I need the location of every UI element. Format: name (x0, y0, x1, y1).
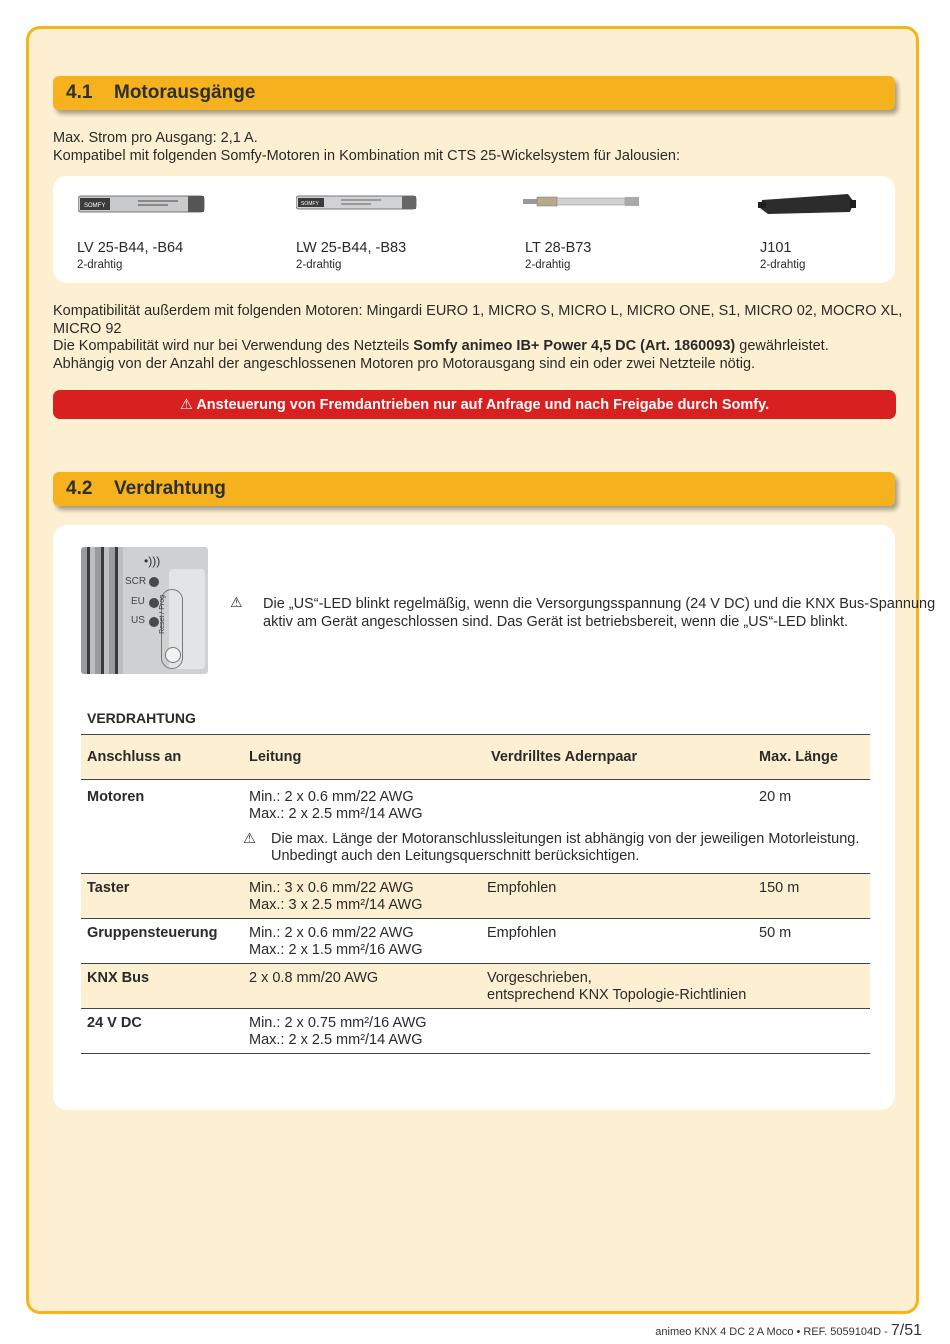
section-header-4-1 (53, 76, 895, 110)
leitung-line: Max.: 3 x 2.5 mm²/14 AWG (249, 897, 423, 913)
leitung-line: Min.: 2 x 0.6 mm/22 AWG (249, 925, 414, 941)
paar-line: Empfohlen (487, 880, 557, 896)
row-leitung (243, 919, 481, 964)
paar-line: Empfohlen (487, 925, 557, 941)
section-header-4-2 (53, 472, 895, 506)
empty-cell (81, 827, 243, 874)
leitung-line: Max.: 2 x 2.5 mm²/14 AWG (249, 806, 423, 822)
led-note-line1: Die „US“-LED blinkt regelmäßig, wenn die Versorgungsspannung (24 V DC) und die KNX Bus-Spannung (263, 596, 936, 612)
motor-wiring: 2-drahtig (77, 259, 123, 271)
led-label: EU (131, 596, 145, 607)
table-header-row (81, 735, 870, 780)
column-header: Anschluss an (81, 735, 243, 780)
led-label: US (131, 615, 145, 626)
row-leitung (243, 874, 481, 919)
reset-label: Reset / Prog (159, 595, 166, 634)
led-us (149, 617, 159, 627)
motor-wiring: 2-drahtig (296, 259, 342, 271)
section-number: 4.1 (66, 82, 93, 103)
led-note-line2: aktiv am Gerät angeschlossen sind. Das Gerät ist betriebsbereit, wenn die „US“-LED blinkt. (263, 614, 849, 630)
motor-name: LW 25-B44, -B83 (296, 240, 407, 256)
table-row (81, 874, 870, 919)
max-current-text: Max. Strom pro Ausgang: 2,1 A. (53, 130, 258, 146)
motor-name: LT 28-B73 (525, 240, 592, 256)
motor-name: LV 25-B44, -B64 (77, 240, 184, 256)
column-header: Verdrilltes Adernpaar (481, 735, 753, 780)
leitung-line: Min.: 2 x 0.75 mm²/16 AWG (249, 1015, 427, 1031)
leitung-line: Max.: 2 x 1.5 mm²/16 AWG (249, 942, 423, 958)
psu-text (53, 337, 829, 355)
row-paar (481, 1009, 753, 1054)
row-leitung (243, 964, 481, 1009)
device-image (81, 547, 208, 674)
page-footer (655, 1322, 922, 1340)
note-line: Unbedingt auch den Leitungsquerschnitt berücksichtigen. (271, 848, 640, 864)
row-name: 24 V DC (81, 1009, 243, 1054)
paar-line: Vorgeschrieben, (487, 970, 592, 986)
row-laenge (753, 964, 870, 1009)
wiring-table (81, 734, 870, 1054)
section-title: Verdrahtung (114, 478, 226, 499)
psu-prefix: Die Kompabilität wird nur bei Verwendung des Netzteils (53, 338, 414, 354)
row-leitung (243, 1009, 481, 1054)
signal-icon: •))) (144, 554, 161, 568)
psu-product: Somfy animeo IB+ Power 4,5 DC (Art. 1860093) (413, 338, 736, 354)
row-paar (481, 780, 753, 828)
footer-doc-ref: animeo KNX 4 DC 2 A Moco • REF. 5059104D - (655, 1326, 888, 1338)
row-laenge (753, 1009, 870, 1054)
row-laenge: 150 m (753, 874, 870, 919)
row-name: Gruppensteuerung (81, 919, 243, 964)
motor-card (53, 176, 895, 283)
row-paar (481, 919, 753, 964)
note-line: Die max. Länge der Motoranschlussleitungen ist abhängig von der jeweiligen Motorleistung. (271, 831, 860, 847)
psu-note-text: Abhängig von der Anzahl der angeschlossenen Motoren pro Motorausgang sind ein oder zwei Netzteile nötig. (53, 356, 756, 372)
svg-text:SOMFY: SOMFY (301, 201, 319, 207)
row-laenge: 20 m (759, 789, 792, 805)
leitung-line: Min.: 3 x 0.6 mm/22 AWG (249, 880, 414, 896)
row-name: Taster (81, 874, 243, 919)
other-compat-text: Kompatibilität außerdem mit folgenden Motoren: Mingardi EURO 1, MICRO S, MICRO L, MICRO ONE, S1, MICRO 02, MOCRO XL, MICRO 92 (53, 303, 903, 337)
table-row (81, 780, 870, 828)
motor-name: J101 (760, 240, 792, 256)
page-number: 7/51 (890, 1322, 922, 1339)
led-label: SCR (125, 576, 147, 587)
motor-note (243, 827, 870, 874)
psu-suffix: gewährleistet. (735, 338, 829, 354)
table-row (81, 964, 870, 1009)
motor-image (296, 194, 418, 212)
table-row (81, 1009, 870, 1054)
table-note-row (81, 827, 870, 874)
leitung-line: 2 x 0.8 mm/20 AWG (249, 970, 379, 986)
motor-wiring: 2-drahtig (525, 259, 571, 271)
led-scr (149, 577, 159, 587)
table-row (81, 919, 870, 964)
paar-line: entsprechend KNX Topologie-Richtlinien (487, 987, 747, 1003)
section-number: 4.2 (66, 478, 93, 499)
row-leitung (243, 780, 481, 828)
warning-icon: ⚠ (230, 594, 243, 610)
row-name: KNX Bus (81, 964, 243, 1009)
led-eu (149, 598, 159, 608)
column-header: Leitung (243, 735, 481, 780)
motor-wiring: 2-drahtig (760, 259, 806, 271)
column-header: Max. Länge (753, 735, 870, 780)
row-paar (481, 964, 753, 1009)
section-title: Motorausgänge (114, 82, 256, 103)
motor-image (523, 195, 641, 209)
motor-image (78, 192, 206, 216)
reset-button (165, 647, 181, 663)
warning-banner (53, 390, 896, 419)
compat-intro-text: Kompatibel mit folgenden Somfy-Motoren in Kombination mit CTS 25-Wickelsystem für Jalousien: (53, 148, 680, 164)
leitung-line: Min.: 2 x 0.6 mm/22 AWG (249, 789, 414, 805)
row-name: Motoren (87, 789, 145, 805)
warning-text: ⚠ Ansteuerung von Fremdantrieben nur auf Anfrage und nach Freigabe durch Somfy. (179, 396, 770, 413)
table-title: VERDRAHTUNG (87, 710, 196, 726)
warning-icon: ⚠ (243, 831, 256, 847)
row-paar (481, 874, 753, 919)
motor-image (758, 190, 858, 218)
leitung-line: Max.: 2 x 2.5 mm²/14 AWG (249, 1032, 423, 1048)
svg-text:SOMFY: SOMFY (84, 203, 106, 209)
row-laenge: 50 m (753, 919, 870, 964)
